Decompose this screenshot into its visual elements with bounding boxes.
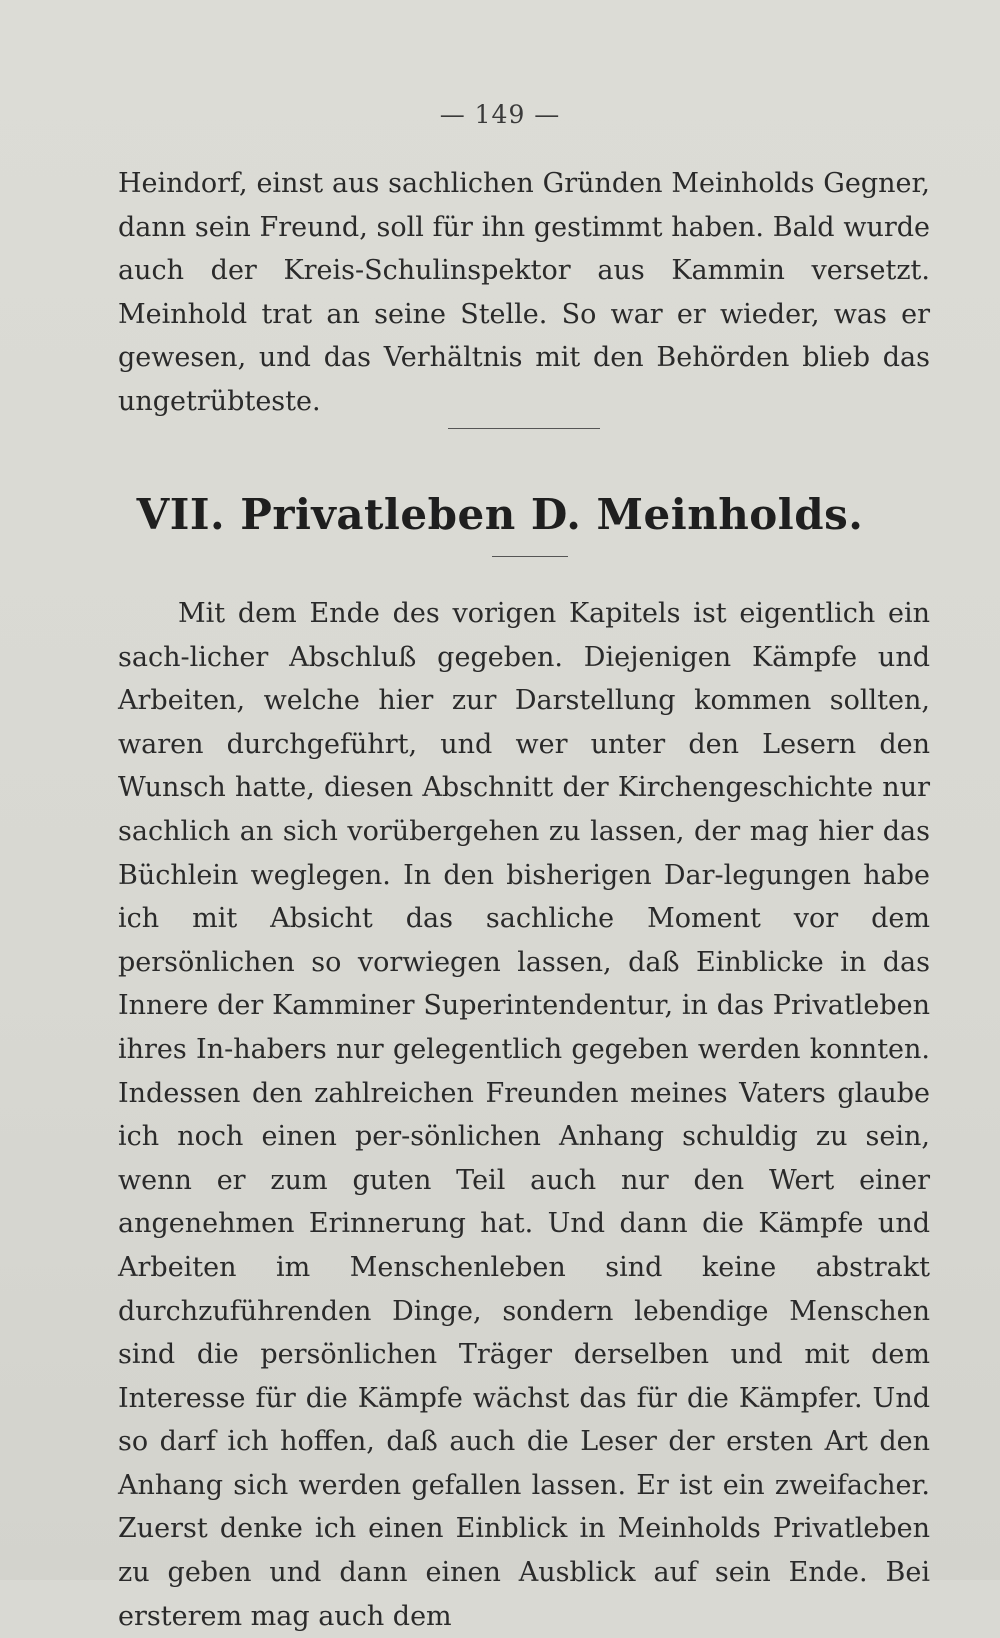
section-divider-rule (448, 428, 600, 429)
chapter-heading: VII. Privatleben D. Meinholds. (136, 490, 864, 539)
paragraph-end-of-chapter-vi: Heindorf, einst aus sachlichen Gründen Meinholds Gegner, dann sein Freund, soll für ihn gestimmt haben. Bald wurde auch der Kreis-Schulinspektor aus Kammin versetzt. Meinhold trat an seine Stelle. So war er wieder, was er gewesen, und das Verhältnis mit den Behörden blieb das ungetrübteste. (118, 168, 930, 417)
page-number: — 149 — (439, 100, 561, 129)
heading-underline-rule (492, 556, 568, 557)
paragraph-chapter-vii-opening: Mit dem Ende des vorigen Kapitels ist eigentlich ein sach-licher Abschluß gegeben. Diejenigen Kämpfe und Arbeiten, welche hier zur Darstellung kommen sollten, waren durchgeführt, und wer unter den Lesern den Wunsch hatte, diesen Abschnitt der Kirchengeschichte nur sachlich an sich vorübergehen zu lassen, der mag hier das Büchlein weglegen. In den bisherigen Dar-legungen habe ich mit Absicht das sachliche Moment vor dem persönlichen so vorwiegen lassen, daß Einblicke in das Innere der Kamminer Superintendentur, in das Privatleben ihres In-habers nur gelegentlich gegeben werden konnten. Indessen den zahlreichen Freunden meines Vaters glaube ich noch einen per-sönlichen Anhang schuldig zu sein, wenn er zum guten Teil auch nur den Wert einer angenehmen Erinnerung hat. Und dann die Kämpfe und Arbeiten im Menschenleben sind keine abstrakt durchzuführenden Dinge, sondern lebendige Menschen sind die persönlichen Träger derselben und mit dem Interesse für die Kämpfe wächst das für die Kämpfer. Und so darf ich hoffen, daß auch die Leser der ersten Art den Anhang sich werden gefallen lassen. Er ist ein zweifacher. Zuerst denke ich einen Einblick in Meinholds Privatleben zu geben und dann einen Ausblick auf sein Ende. Bei ersterem mag auch dem (118, 598, 930, 1632)
